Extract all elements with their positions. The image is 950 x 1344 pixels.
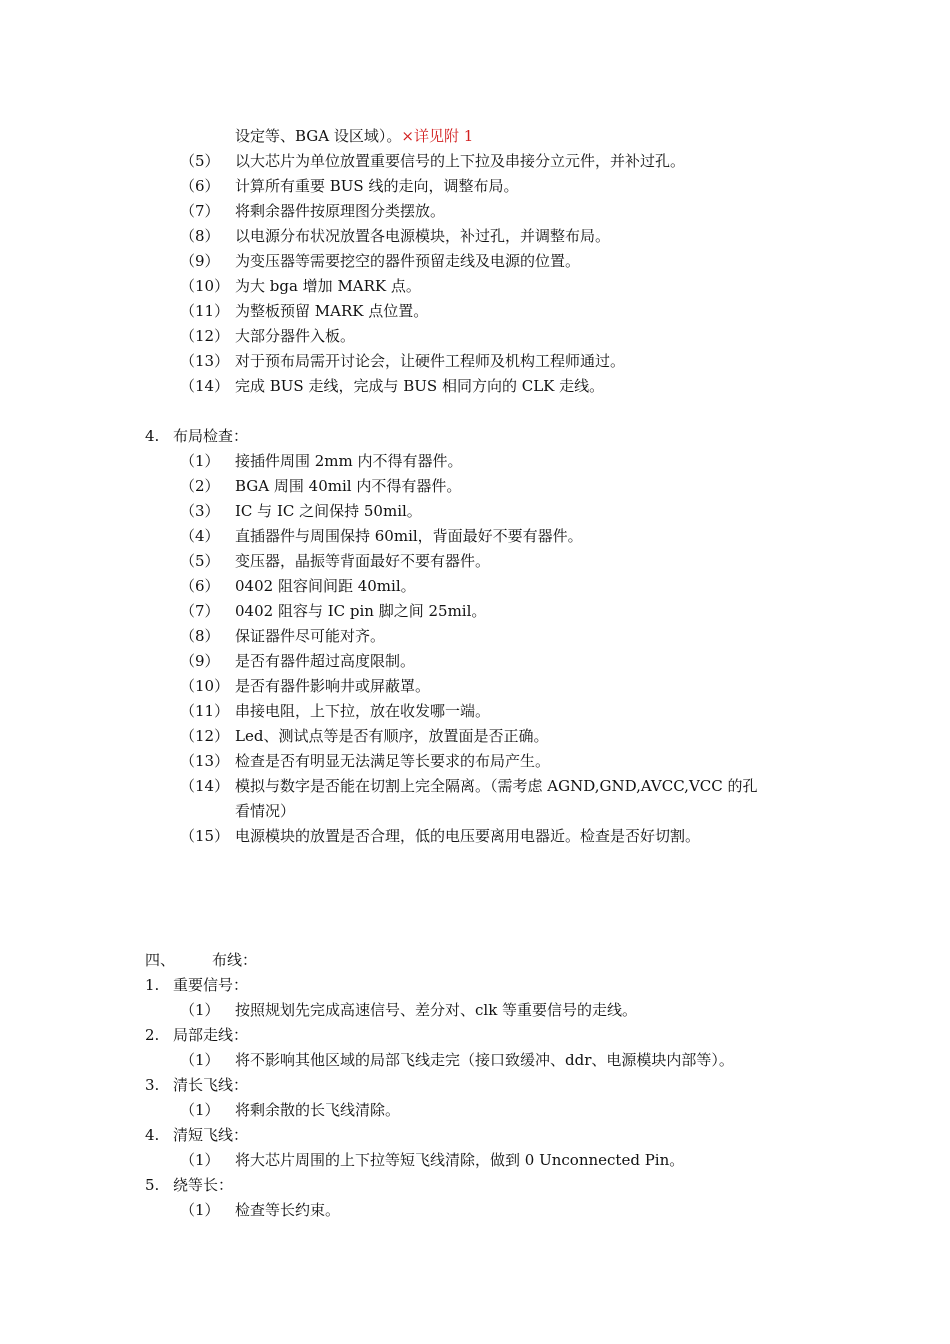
- item-number: （5）: [180, 152, 220, 170]
- item-number: （4）: [180, 527, 220, 545]
- chapter-title: 布线：: [212, 951, 258, 969]
- item-text: 将剩余散的长飞线清除。: [235, 1101, 401, 1119]
- item-text: 为大 bga 增加 MARK 点。: [235, 277, 421, 295]
- item-number: （1）: [180, 1151, 220, 1169]
- item-text: 接插件周围 2mm 内不得有器件。: [235, 452, 463, 470]
- item-number: （12）: [180, 327, 230, 345]
- item-number: （9）: [180, 652, 220, 670]
- item-number: （13）: [180, 352, 230, 370]
- item-text: 将不影响其他区域的局部飞线走完（接口致缓冲、ddr、电源模块内部等）。: [235, 1051, 734, 1069]
- section-number: 5.: [145, 1176, 160, 1194]
- continuation-note: ×详见附 1: [401, 127, 474, 145]
- section-number: 3.: [145, 1076, 160, 1094]
- chapter-number: 四、: [145, 951, 176, 969]
- item-text: 串接电阻，上下拉，放在收发哪一端。: [235, 702, 491, 720]
- item-text: 电源模块的放置是否合理，低的电压要离用电器近。检查是否好切割。: [235, 827, 701, 845]
- item-text: 为变压器等需要挖空的器件预留走线及电源的位置。: [235, 252, 581, 270]
- item-text: 变压器，晶振等背面最好不要有器件。: [235, 552, 491, 570]
- item-number: （13）: [180, 752, 230, 770]
- section-title: 清长飞线：: [173, 1076, 249, 1094]
- item-number: （1）: [180, 1101, 220, 1119]
- item-text: 0402 阻容与 IC pin 脚之间 25mil。: [235, 602, 487, 620]
- item-number: （7）: [180, 602, 220, 620]
- item-text: 将剩余器件按原理图分类摆放。: [235, 202, 446, 220]
- item-text: 模拟与数字是否能在切割上完全隔离。（需考虑 AGND,GND,AVCC,VCC 的孔: [235, 777, 758, 795]
- item-number: （10）: [180, 677, 230, 695]
- item-text: 检查等长约束。: [235, 1201, 341, 1219]
- item-number: （14）: [180, 777, 230, 795]
- item-number: （15）: [180, 827, 230, 845]
- section-number: 1.: [145, 976, 160, 994]
- item-number: （2）: [180, 477, 220, 495]
- section-title: 清短飞线：: [173, 1126, 249, 1144]
- section-title: 重要信号：: [173, 976, 249, 994]
- item-text: 保证器件尽可能对齐。: [235, 627, 386, 645]
- item-text: 大部分器件入板。: [235, 327, 356, 345]
- item-number: （3）: [180, 502, 220, 520]
- item-number: （11）: [180, 702, 230, 720]
- item-text: Led、测试点等是否有顺序，放置面是否正确。: [235, 727, 549, 745]
- item-text: 对于预布局需开讨论会，让硬件工程师及机构工程师通过。: [235, 352, 626, 370]
- item-number: （14）: [180, 377, 230, 395]
- item-number: （1）: [180, 1201, 220, 1219]
- item-number: （9）: [180, 252, 220, 270]
- item-number: （7）: [180, 202, 220, 220]
- item-number: （10）: [180, 277, 230, 295]
- item-text: 以大芯片为单位放置重要信号的上下拉及串接分立元件，并补过孔。: [235, 152, 686, 170]
- item-text: 检查是否有明显无法满足等长要求的布局产生。: [235, 752, 551, 770]
- item-number: （5）: [180, 552, 220, 570]
- item-text: 为整板预留 MARK 点位置。: [235, 302, 429, 320]
- item-text: 完成 BUS 走线，完成与 BUS 相同方向的 CLK 走线。: [235, 377, 605, 395]
- item-number: （11）: [180, 302, 230, 320]
- item-text: 看情况）: [235, 802, 296, 820]
- item-text: 将大芯片周围的上下拉等短飞线清除，做到 0 Unconnected Pin。: [235, 1151, 685, 1169]
- item-number: （6）: [180, 177, 220, 195]
- section-title: 局部走线：: [173, 1026, 249, 1044]
- item-text: 以电源分布状况放置各电源模块，补过孔，并调整布局。: [235, 227, 611, 245]
- section-number: 4.: [145, 427, 160, 445]
- item-text: BGA 周围 40mil 内不得有器件。: [235, 477, 462, 495]
- item-number: （12）: [180, 727, 230, 745]
- item-number: （1）: [180, 1001, 220, 1019]
- item-text: 计算所有重要 BUS 线的走向，调整布局。: [235, 177, 519, 195]
- item-text: 0402 阻容间间距 40mil。: [235, 577, 416, 595]
- item-text: 是否有器件超过高度限制。: [235, 652, 416, 670]
- item-number: （8）: [180, 227, 220, 245]
- continuation-text: 设定等、BGA 设区域）。: [235, 127, 402, 145]
- item-text: IC 与 IC 之间保持 50mil。: [235, 502, 422, 520]
- item-number: （6）: [180, 577, 220, 595]
- item-number: （1）: [180, 1051, 220, 1069]
- section-title: 布局检查：: [173, 427, 249, 445]
- item-text: 按照规划先完成高速信号、差分对、clk 等重要信号的走线。: [235, 1001, 638, 1019]
- section-number: 2.: [145, 1026, 160, 1044]
- item-text: 是否有器件影响井或屏蔽罩。: [235, 677, 431, 695]
- item-text: 直插器件与周围保持 60mil，背面最好不要有器件。: [235, 527, 583, 545]
- section-title: 绕等长：: [173, 1176, 234, 1194]
- section-number: 4.: [145, 1126, 160, 1144]
- item-number: （8）: [180, 627, 220, 645]
- item-number: （1）: [180, 452, 220, 470]
